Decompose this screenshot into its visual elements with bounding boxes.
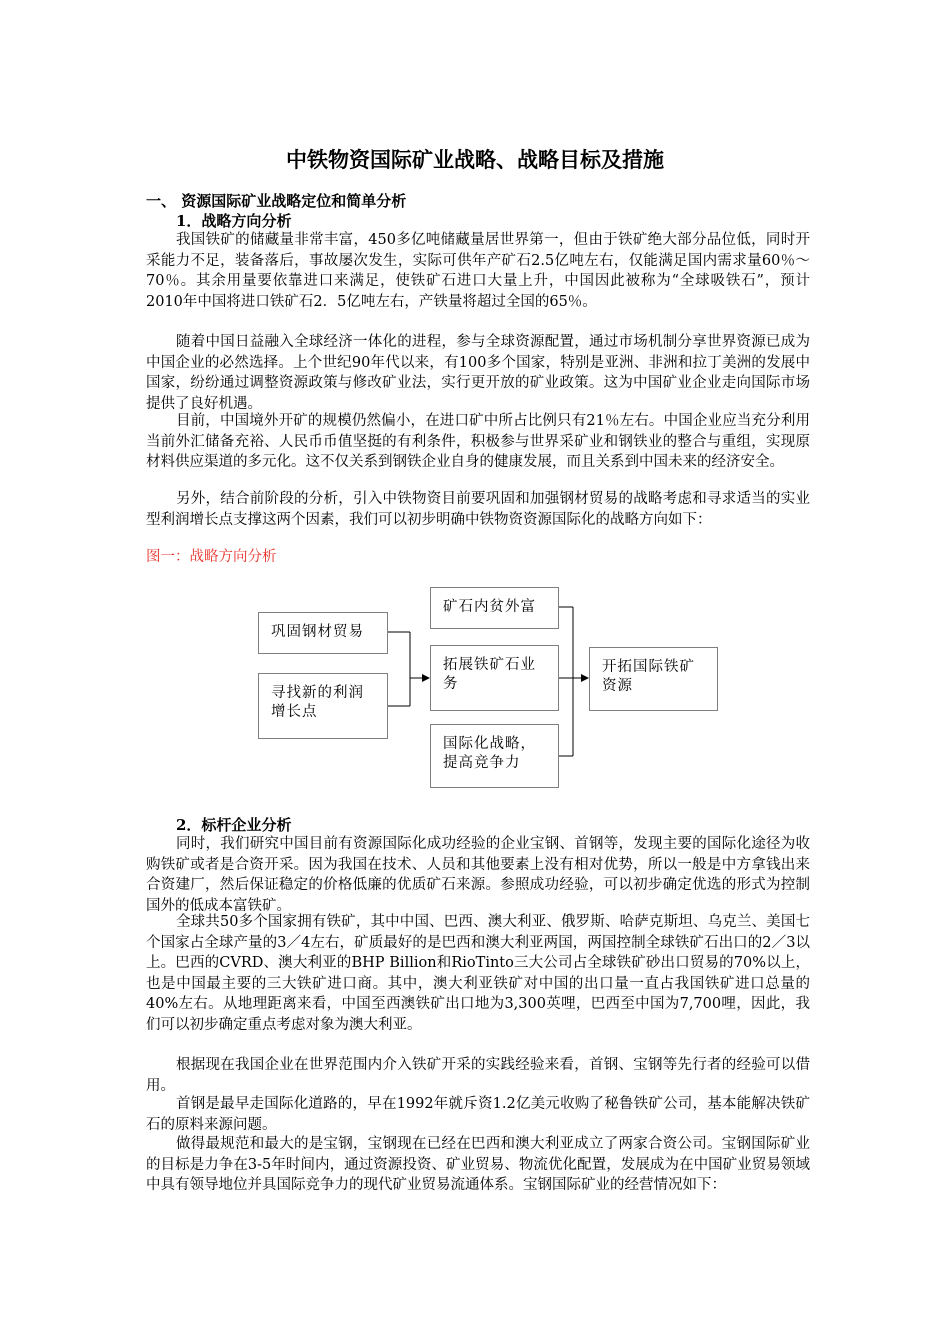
- diagram-box-consolidate-steel-trade: 巩固钢材贸易: [258, 612, 388, 654]
- paragraph-benchmark-companies: 同时，我们研究中国目前有资源国际化成功经验的企业宝钢、首钢等，发现主要的国际化途径为收购铁矿或者是合资开采。因为我国在技术、人员和其他要素上没有相对优势，所以一般是中方拿钱出来合资建厂，然后保证稳定的价格低廉的优质矿石来源。参照成功经验，可以初步确定优选的形式为控制国外的低成本富铁矿。: [146, 836, 810, 914]
- figure-caption: 图一：战略方向分析: [146, 549, 277, 565]
- paragraph-shougang: 首钢是最早走国际化道路的，早在1992年就斥资1.2亿美元收购了秘鲁铁矿公司，基本能解决铁矿石的原料来源问题。: [146, 1096, 810, 1133]
- diagram-box-explore-international-resources: 开拓国际铁矿资源: [589, 647, 718, 711]
- arrowhead-to-right: [581, 674, 589, 682]
- paragraph-strategy-direction: 另外，结合前阶段的分析，引入中铁物资目前要巩固和加强钢材贸易的战略考虑和寻求适当的实业型利润增长点支撑这两个因素，我们可以初步明确中铁物资资源国际化的战略方向如下：: [146, 491, 810, 528]
- paragraph-overseas-mining: 目前，中国境外开矿的规模仍然偏小，在进口矿中所占比例只有21％左右。中国企业应当充分利用当前外汇储备充裕、人民币币值坚挺的有利条件，积极参与世界采矿业和钢铁业的整合与重组，实现原材料供应渠道的多元化。这不仅关系到钢铁企业自身的健康发展，而且关系到中国未来的经济安全。: [146, 413, 810, 471]
- document-title: 中铁物资国际矿业战略、战略目标及措施: [286, 147, 664, 172]
- diagram-box-ore-domestic-poor: 矿石内贫外富: [430, 587, 559, 629]
- diagram-box-expand-ore-business: 拓展铁矿石业务: [430, 645, 559, 711]
- paragraph-pioneer-experience: 根据现在我国企业在世界范围内介入铁矿开采的实践经验来看，首钢、宝钢等先行者的经验可以借用。: [146, 1057, 810, 1094]
- paragraph-globalization: 随着中国日益融入全球经济一体化的进程，参与全球资源配置，通过市场机制分享世界资源已成为中国企业的必然选择。上个世纪90年代以来，有100多个国家，特别是亚洲、非洲和拉丁美洲的发展中国家，纷纷通过调整资源政策与修改矿业法，实行更开放的矿业政策。这为中国矿业企业走向国际市场提供了良好机遇。: [146, 334, 810, 412]
- paragraph-global-iron-ore: 全球共50多个国家拥有铁矿，其中中国、巴西、澳大利亚、俄罗斯、哈萨克斯坦、乌克兰、美国七个国家占全球产量的3／4左右，矿质最好的是巴西和澳大利亚两国，两国控制全球铁矿石出口的2／3以上。巴西的CVRD、澳大利亚的BHP Billion和RioTinto三大公司占全球铁矿砂出口贸易的70%以上，也是中国最主要的三大铁矿进口商。其中，澳大利亚铁矿对中国的出口量一直占我国铁矿进口总量的40%左右。从地理距离来看，中国至西澳铁矿出口地为3,300英哩，巴西至中国为7,700哩，因此，我们可以初步确定重点考虑对象为澳大利亚。: [146, 914, 810, 1033]
- diagram-box-new-profit-growth: 寻找新的利润增长点: [258, 673, 388, 739]
- diagram-box-international-strategy: 国际化战略，提高竞争力: [430, 724, 559, 788]
- section-heading-1: 一、 资源国际矿业战略定位和简单分析: [146, 192, 407, 210]
- paragraph-iron-ore-reserves: 我国铁矿的储藏量非常丰富，450多亿吨储藏量居世界第一，但由于铁矿绝大部分品位低，同时开采能力不足，装备落后，事故屡次发生，实际可供年产矿石2.5亿吨左右，仅能满足国内需求量60％～70％。其余用量要依靠进口来满足，使铁矿石进口大量上升，中国因此被称为“全球吸铁石”，预计2010年中国将进口铁矿石2．5亿吨左右，产铁量将超过全国的65％。: [146, 232, 810, 310]
- subsection-heading-benchmark: 2．标杆企业分析: [176, 816, 292, 834]
- paragraph-baosteel: 做得最规范和最大的是宝钢，宝钢现在已经在巴西和澳大利亚成立了两家合资公司。宝钢国际矿业的目标是力争在3-5年时间内，通过资源投资、矿业贸易、物流优化配置，发展成为在中国矿业贸易领域中具有领导地位并具国际竞争力的现代矿业贸易流通体系。宝钢国际矿业的经营情况如下：: [146, 1136, 810, 1194]
- arrowhead-to-middle: [422, 674, 430, 682]
- subsection-heading-strategy: 1．战略方向分析: [176, 212, 292, 230]
